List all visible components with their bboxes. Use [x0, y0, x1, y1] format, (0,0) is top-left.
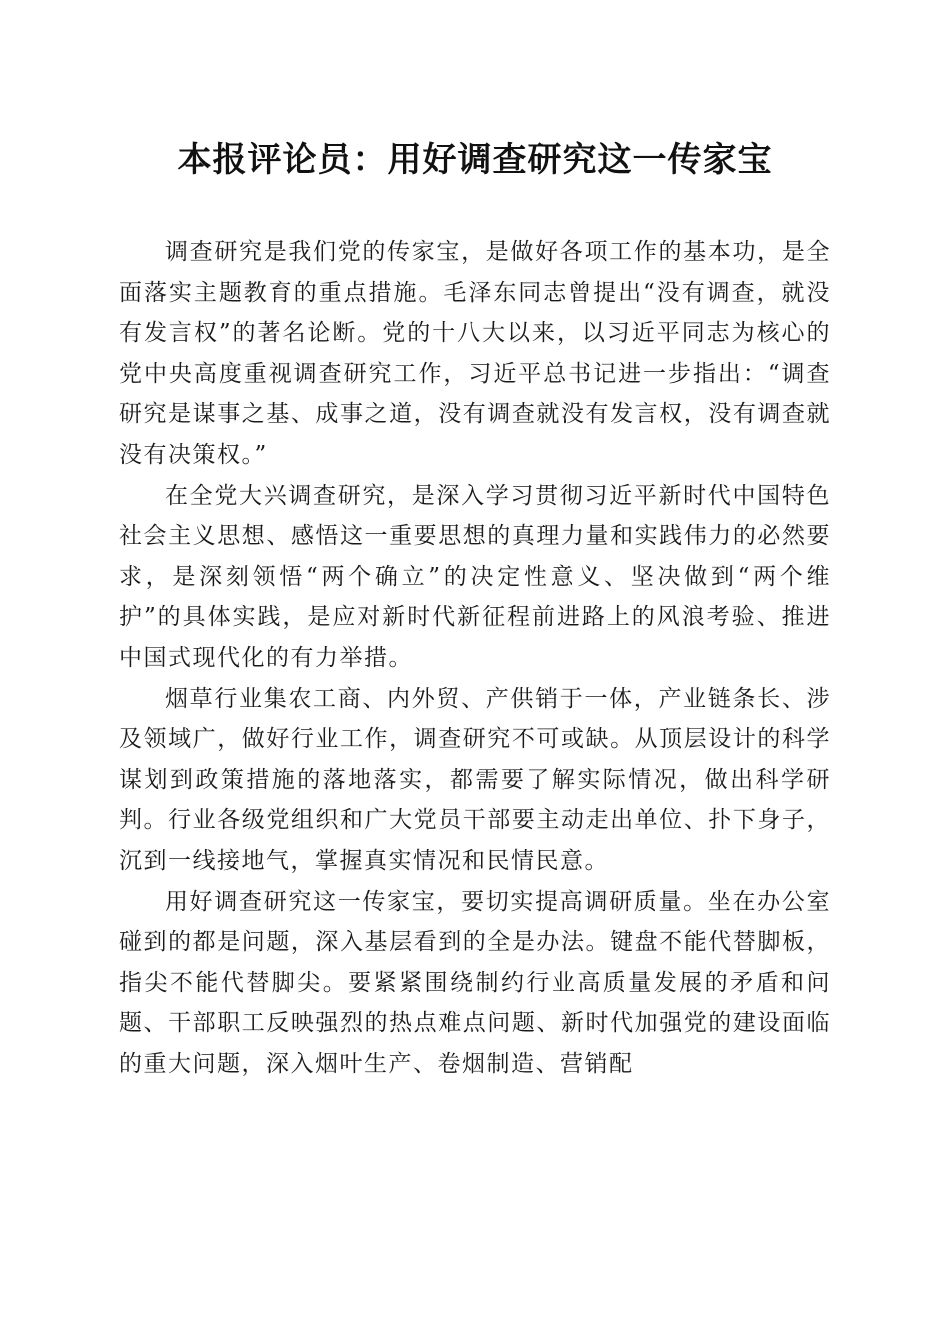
article-body: [119, 232, 831, 1084]
paragraph: 在全党大兴调查研究，是深入学习贯彻习近平新时代中国特色社会主义思想、感悟这一重要思想的真理力量和实践伟力的必然要求，是深刻领悟“两个确立”的决定性意义、坚决做到“两个维护”的具体实践，是应对新时代新征程前进路上的风浪考验、推进中国式现代化的有力举措。: [119, 482, 831, 671]
paragraph: 用好调查研究这一传家宝，要切实提高调研质量。坐在办公室碰到的都是问题，深入基层看到的全是办法。键盘不能代替脚板，指尖不能代替脚尖。要紧紧围绕制约行业高质量发展的矛盾和问题、干部职工反映强烈的热点难点问题、新时代加强党的建设面临的重大问题，深入烟叶生产、卷烟制造、营销配: [119, 888, 831, 1077]
article-title: 本报评论员：用好调查研究这一传家宝: [177, 140, 773, 180]
paragraph: 调查研究是我们党的传家宝，是做好各项工作的基本功，是全面落实主题教育的重点措施。毛泽东同志曾提出“没有调查，就没有发言权”的著名论断。党的十八大以来，以习近平同志为核心的党中央高度重视调查研究工作，习近平总书记进一步指出：“调查研究是谋事之基、成事之道，没有调查就没有发言权，没有调查就没有决策权。”: [119, 239, 831, 468]
paragraph: 烟草行业集农工商、内外贸、产供销于一体，产业链条长、涉及领域广，做好行业工作，调查研究不可或缺。从顶层设计的科学谋划到政策措施的落地落实，都需要了解实际情况，做出科学研判。行业各级党组织和广大党员干部要主动走出单位、扑下身子，沉到一线接地气，掌握真实情况和民情民意。: [119, 685, 831, 874]
